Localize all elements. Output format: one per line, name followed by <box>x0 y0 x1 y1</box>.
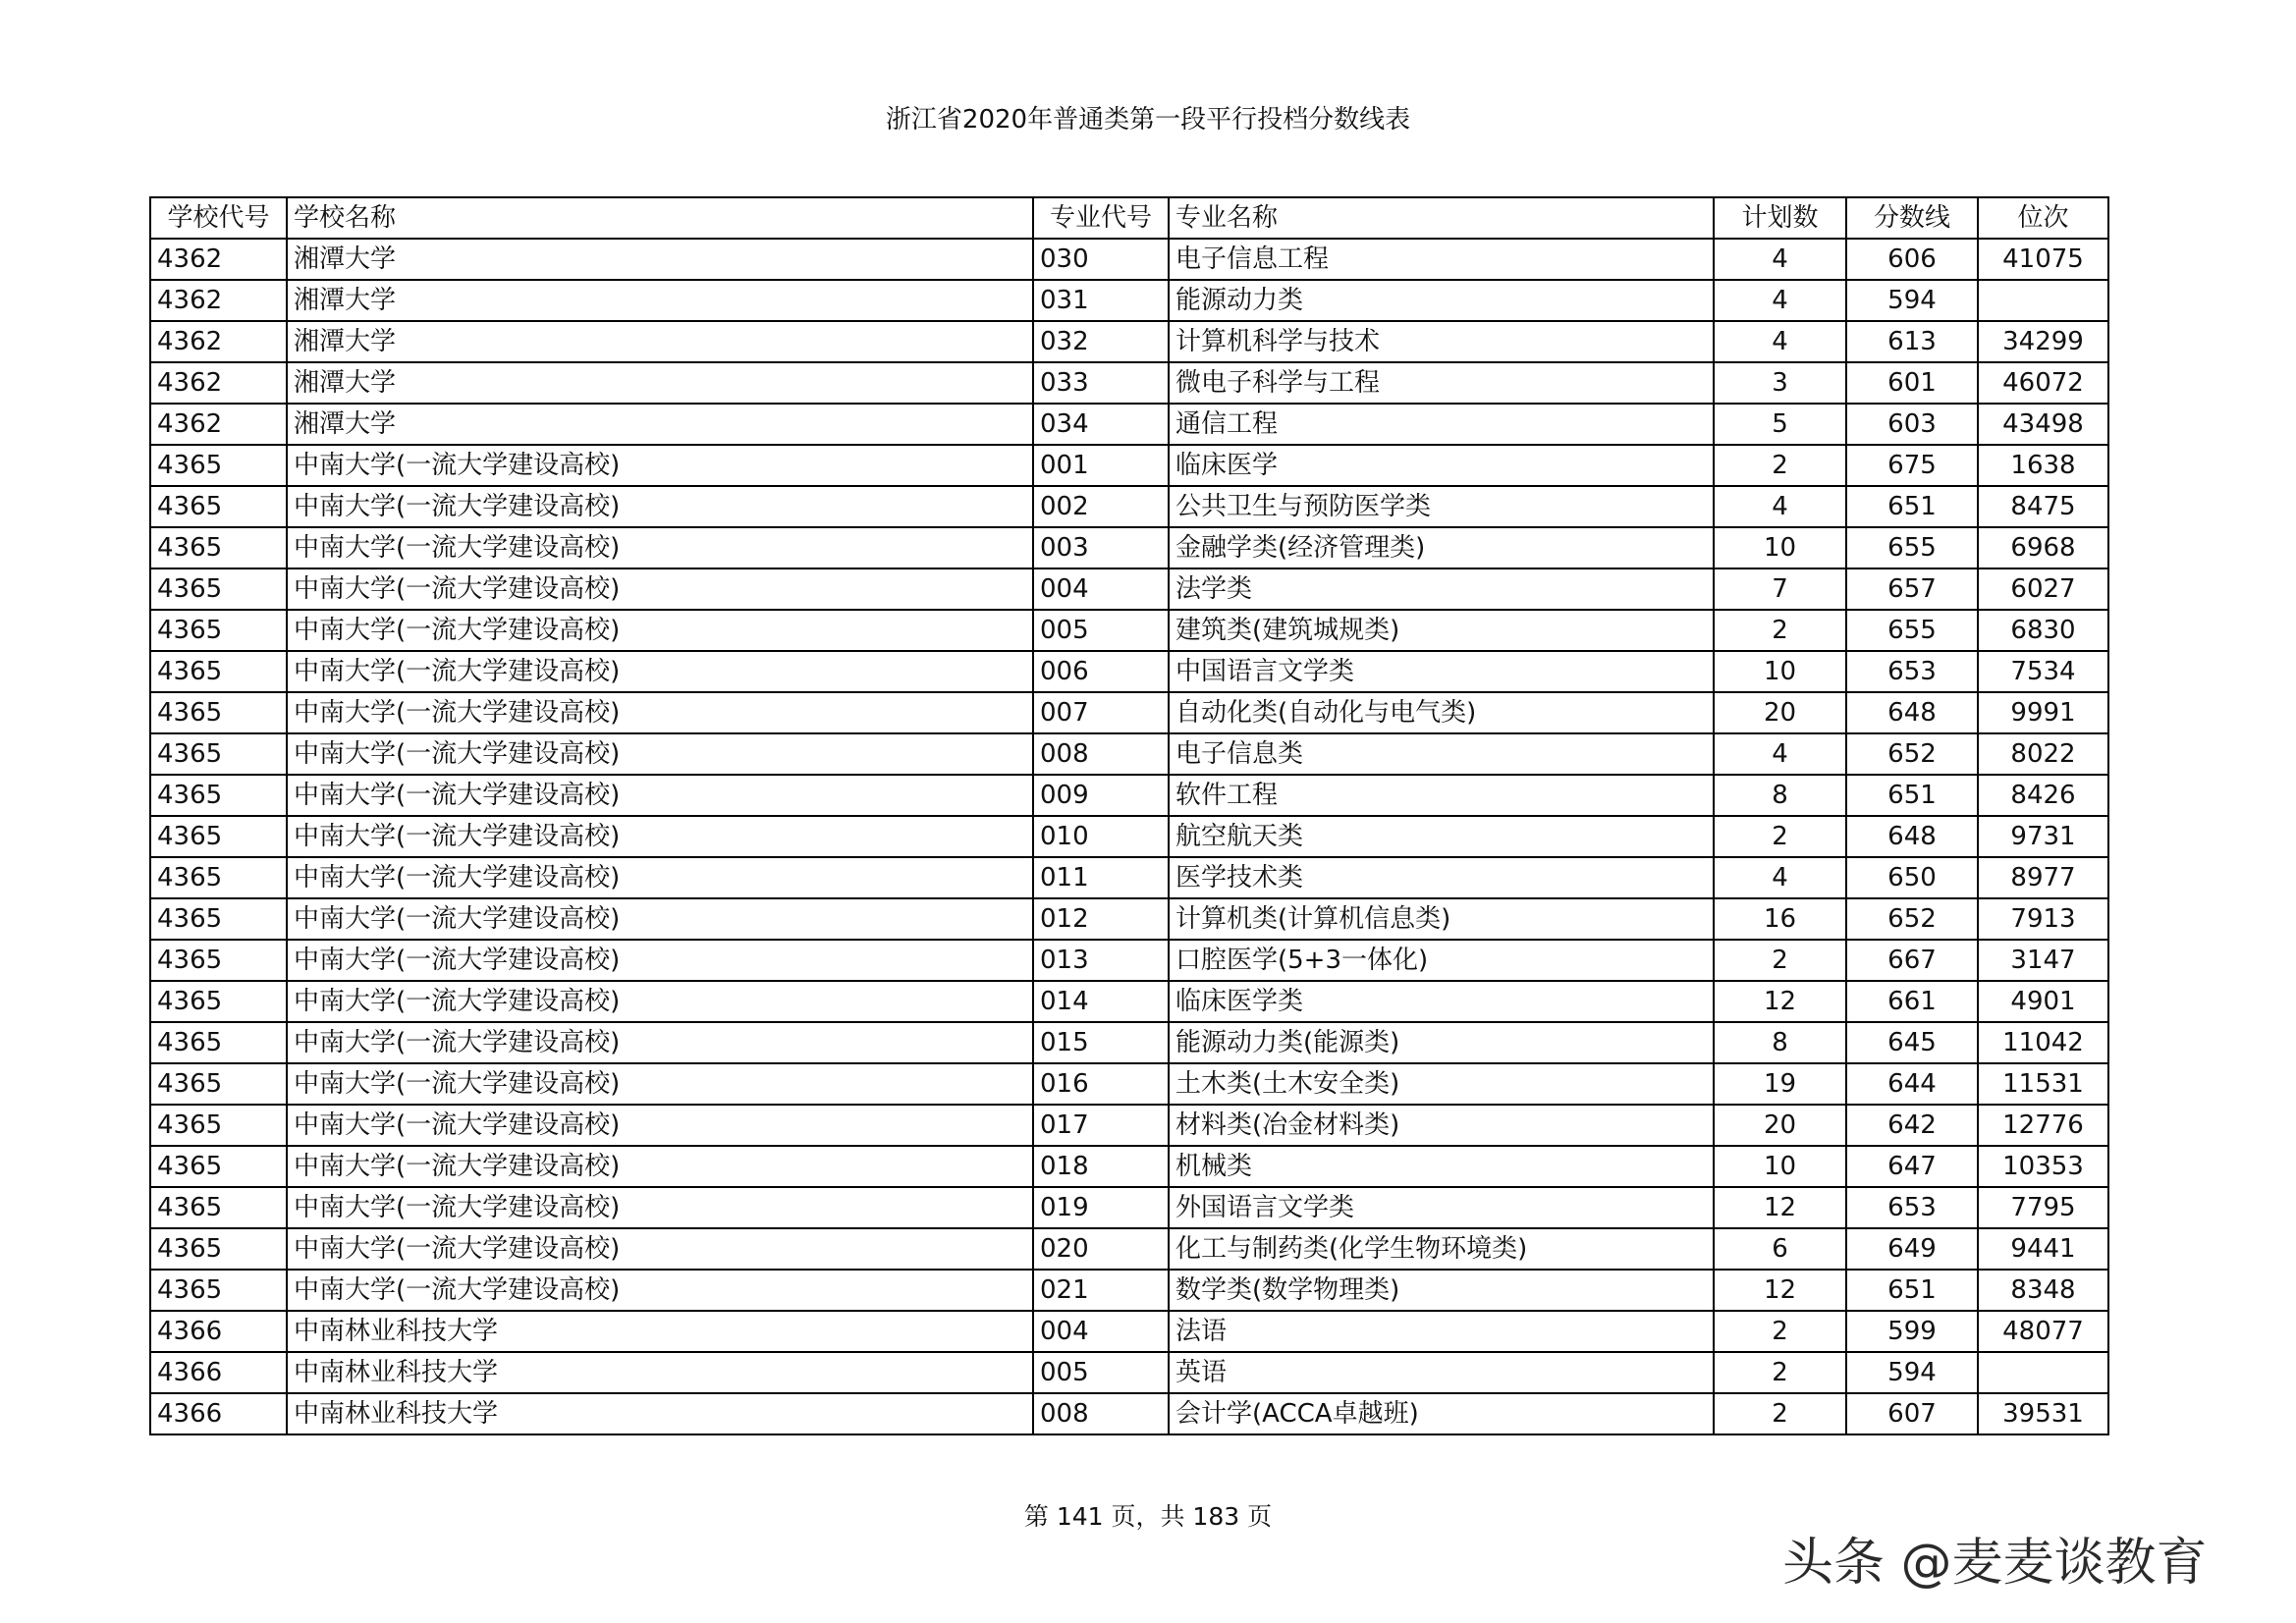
cell-rank <box>1978 280 2108 321</box>
cell-school-name: 中南大学(一流大学建设高校) <box>287 1063 1033 1105</box>
cell-major-code: 004 <box>1033 568 1169 610</box>
cell-rank: 46072 <box>1978 362 2108 404</box>
table-row <box>150 1311 2108 1352</box>
table-row <box>150 610 2108 651</box>
cell-major-code: 002 <box>1033 486 1169 527</box>
cell-major-code: 004 <box>1033 1311 1169 1352</box>
cell-major-code: 009 <box>1033 775 1169 816</box>
cell-rank: 11042 <box>1978 1022 2108 1063</box>
header-major-code: 专业代号 <box>1033 197 1169 239</box>
cell-score-line: 607 <box>1846 1393 1978 1434</box>
cell-school-code: 4365 <box>150 775 287 816</box>
cell-score-line: 667 <box>1846 940 1978 981</box>
cell-school-code: 4365 <box>150 527 287 568</box>
cell-rank: 43498 <box>1978 404 2108 445</box>
cell-plan-count: 10 <box>1714 527 1846 568</box>
cell-major-code: 008 <box>1033 1393 1169 1434</box>
cell-plan-count: 20 <box>1714 692 1846 733</box>
cell-major-code: 005 <box>1033 1352 1169 1393</box>
cell-rank: 6830 <box>1978 610 2108 651</box>
cell-major-name: 能源动力类(能源类) <box>1169 1022 1714 1063</box>
table-row <box>150 1146 2108 1187</box>
table-row <box>150 239 2108 280</box>
cell-plan-count: 2 <box>1714 940 1846 981</box>
cell-score-line: 599 <box>1846 1311 1978 1352</box>
cell-rank: 9441 <box>1978 1228 2108 1270</box>
table-row <box>150 651 2108 692</box>
cell-major-name: 临床医学 <box>1169 445 1714 486</box>
cell-school-code: 4362 <box>150 362 287 404</box>
cell-score-line: 648 <box>1846 816 1978 857</box>
cell-major-code: 012 <box>1033 898 1169 940</box>
cell-major-name: 材料类(冶金材料类) <box>1169 1105 1714 1146</box>
cell-major-code: 030 <box>1033 239 1169 280</box>
cell-school-code: 4365 <box>150 1105 287 1146</box>
cell-school-code: 4365 <box>150 1063 287 1105</box>
cell-school-name: 中南大学(一流大学建设高校) <box>287 1270 1033 1311</box>
header-score-line: 分数线 <box>1846 197 1978 239</box>
cell-major-name: 会计学(ACCA卓越班) <box>1169 1393 1714 1434</box>
cell-school-name: 中南大学(一流大学建设高校) <box>287 486 1033 527</box>
cell-school-code: 4365 <box>150 981 287 1022</box>
cell-score-line: 653 <box>1846 1187 1978 1228</box>
cell-school-name: 中南大学(一流大学建设高校) <box>287 775 1033 816</box>
document-title: 浙江省2020年普通类第一段平行投档分数线表 <box>885 105 1411 135</box>
cell-major-code: 007 <box>1033 692 1169 733</box>
cell-major-name: 建筑类(建筑城规类) <box>1169 610 1714 651</box>
cell-school-name: 湘潭大学 <box>287 321 1033 362</box>
cell-school-name: 中南大学(一流大学建设高校) <box>287 651 1033 692</box>
cell-rank: 34299 <box>1978 321 2108 362</box>
cell-major-name: 化工与制药类(化学生物环境类) <box>1169 1228 1714 1270</box>
cell-plan-count: 2 <box>1714 445 1846 486</box>
cell-plan-count: 8 <box>1714 1022 1846 1063</box>
admission-score-table <box>149 196 2109 1435</box>
cell-school-code: 4365 <box>150 445 287 486</box>
cell-rank: 8426 <box>1978 775 2108 816</box>
cell-school-name: 中南大学(一流大学建设高校) <box>287 527 1033 568</box>
table-row <box>150 362 2108 404</box>
cell-major-code: 031 <box>1033 280 1169 321</box>
table-row <box>150 527 2108 568</box>
cell-major-code: 003 <box>1033 527 1169 568</box>
cell-major-code: 015 <box>1033 1022 1169 1063</box>
cell-school-code: 4365 <box>150 486 287 527</box>
table-row <box>150 1105 2108 1146</box>
cell-major-name: 能源动力类 <box>1169 280 1714 321</box>
cell-major-name: 机械类 <box>1169 1146 1714 1187</box>
cell-major-name: 软件工程 <box>1169 775 1714 816</box>
cell-score-line: 601 <box>1846 362 1978 404</box>
cell-school-name: 中南大学(一流大学建设高校) <box>287 816 1033 857</box>
cell-school-name: 中南大学(一流大学建设高校) <box>287 1022 1033 1063</box>
table-row <box>150 1022 2108 1063</box>
cell-rank: 8475 <box>1978 486 2108 527</box>
cell-plan-count: 5 <box>1714 404 1846 445</box>
cell-school-code: 4365 <box>150 1228 287 1270</box>
table-row <box>150 1352 2108 1393</box>
cell-major-code: 034 <box>1033 404 1169 445</box>
cell-school-code: 4366 <box>150 1311 287 1352</box>
cell-major-code: 010 <box>1033 816 1169 857</box>
cell-plan-count: 2 <box>1714 1393 1846 1434</box>
cell-major-name: 电子信息工程 <box>1169 239 1714 280</box>
cell-plan-count: 10 <box>1714 651 1846 692</box>
cell-plan-count: 4 <box>1714 280 1846 321</box>
cell-school-name: 湘潭大学 <box>287 280 1033 321</box>
cell-school-code: 4365 <box>150 1146 287 1187</box>
cell-school-name: 中南大学(一流大学建设高校) <box>287 610 1033 651</box>
cell-rank: 7913 <box>1978 898 2108 940</box>
cell-major-name: 口腔医学(5+3一体化) <box>1169 940 1714 981</box>
cell-plan-count: 3 <box>1714 362 1846 404</box>
cell-school-code: 4365 <box>150 610 287 651</box>
cell-school-name: 湘潭大学 <box>287 362 1033 404</box>
cell-school-code: 4362 <box>150 280 287 321</box>
cell-rank: 10353 <box>1978 1146 2108 1187</box>
cell-school-name: 中南大学(一流大学建设高校) <box>287 1105 1033 1146</box>
cell-plan-count: 12 <box>1714 1270 1846 1311</box>
cell-major-code: 017 <box>1033 1105 1169 1146</box>
cell-major-code: 005 <box>1033 610 1169 651</box>
cell-major-code: 019 <box>1033 1187 1169 1228</box>
cell-major-name: 外国语言文学类 <box>1169 1187 1714 1228</box>
cell-school-code: 4366 <box>150 1352 287 1393</box>
cell-major-name: 公共卫生与预防医学类 <box>1169 486 1714 527</box>
cell-rank: 12776 <box>1978 1105 2108 1146</box>
cell-major-code: 001 <box>1033 445 1169 486</box>
cell-rank: 7795 <box>1978 1187 2108 1228</box>
cell-rank: 41075 <box>1978 239 2108 280</box>
header-major-name: 专业名称 <box>1169 197 1714 239</box>
cell-rank: 8977 <box>1978 857 2108 898</box>
cell-school-name: 中南林业科技大学 <box>287 1393 1033 1434</box>
cell-plan-count: 2 <box>1714 816 1846 857</box>
cell-rank <box>1978 1352 2108 1393</box>
table-row <box>150 733 2108 775</box>
cell-school-code: 4365 <box>150 733 287 775</box>
cell-plan-count: 12 <box>1714 1187 1846 1228</box>
cell-plan-count: 6 <box>1714 1228 1846 1270</box>
cell-school-code: 4362 <box>150 239 287 280</box>
cell-major-name: 金融学类(经济管理类) <box>1169 527 1714 568</box>
cell-major-name: 计算机类(计算机信息类) <box>1169 898 1714 940</box>
cell-rank: 6027 <box>1978 568 2108 610</box>
cell-score-line: 648 <box>1846 692 1978 733</box>
cell-school-name: 中南林业科技大学 <box>287 1311 1033 1352</box>
header-school-name: 学校名称 <box>287 197 1033 239</box>
table-row <box>150 1063 2108 1105</box>
table-row <box>150 857 2108 898</box>
cell-rank: 9991 <box>1978 692 2108 733</box>
cell-score-line: 651 <box>1846 1270 1978 1311</box>
cell-school-name: 中南大学(一流大学建设高校) <box>287 1146 1033 1187</box>
cell-school-code: 4365 <box>150 940 287 981</box>
table-row <box>150 486 2108 527</box>
cell-school-name: 中南林业科技大学 <box>287 1352 1033 1393</box>
cell-score-line: 652 <box>1846 898 1978 940</box>
cell-school-code: 4365 <box>150 1022 287 1063</box>
cell-score-line: 606 <box>1846 239 1978 280</box>
cell-school-name: 中南大学(一流大学建设高校) <box>287 692 1033 733</box>
table-row <box>150 981 2108 1022</box>
header-rank: 位次 <box>1978 197 2108 239</box>
table-row <box>150 1187 2108 1228</box>
cell-school-name: 中南大学(一流大学建设高校) <box>287 445 1033 486</box>
cell-major-name: 微电子科学与工程 <box>1169 362 1714 404</box>
cell-school-name: 湘潭大学 <box>287 404 1033 445</box>
cell-major-name: 土木类(土木安全类) <box>1169 1063 1714 1105</box>
cell-major-name: 法语 <box>1169 1311 1714 1352</box>
cell-major-code: 020 <box>1033 1228 1169 1270</box>
cell-rank: 11531 <box>1978 1063 2108 1105</box>
cell-score-line: 644 <box>1846 1063 1978 1105</box>
cell-school-code: 4365 <box>150 692 287 733</box>
cell-score-line: 650 <box>1846 857 1978 898</box>
cell-rank: 4901 <box>1978 981 2108 1022</box>
cell-major-name: 通信工程 <box>1169 404 1714 445</box>
cell-major-code: 018 <box>1033 1146 1169 1187</box>
cell-major-name: 英语 <box>1169 1352 1714 1393</box>
header-school-code: 学校代号 <box>150 197 287 239</box>
table-row <box>150 816 2108 857</box>
cell-plan-count: 4 <box>1714 239 1846 280</box>
table-row <box>150 404 2108 445</box>
cell-major-code: 033 <box>1033 362 1169 404</box>
cell-score-line: 594 <box>1846 280 1978 321</box>
cell-plan-count: 8 <box>1714 775 1846 816</box>
cell-score-line: 594 <box>1846 1352 1978 1393</box>
cell-school-name: 中南大学(一流大学建设高校) <box>287 1228 1033 1270</box>
table-header-row <box>150 197 2108 239</box>
table-row <box>150 1228 2108 1270</box>
cell-school-name: 中南大学(一流大学建设高校) <box>287 857 1033 898</box>
table-row <box>150 445 2108 486</box>
cell-school-code: 4366 <box>150 1393 287 1434</box>
cell-score-line: 651 <box>1846 486 1978 527</box>
cell-major-name: 航空航天类 <box>1169 816 1714 857</box>
cell-major-code: 032 <box>1033 321 1169 362</box>
cell-score-line: 655 <box>1846 610 1978 651</box>
cell-rank: 7534 <box>1978 651 2108 692</box>
cell-plan-count: 20 <box>1714 1105 1846 1146</box>
cell-plan-count: 16 <box>1714 898 1846 940</box>
table-row <box>150 1270 2108 1311</box>
cell-school-name: 中南大学(一流大学建设高校) <box>287 898 1033 940</box>
cell-school-code: 4365 <box>150 898 287 940</box>
cell-score-line: 661 <box>1846 981 1978 1022</box>
cell-major-name: 中国语言文学类 <box>1169 651 1714 692</box>
cell-score-line: 657 <box>1846 568 1978 610</box>
cell-plan-count: 4 <box>1714 486 1846 527</box>
cell-school-name: 湘潭大学 <box>287 239 1033 280</box>
cell-school-code: 4365 <box>150 857 287 898</box>
cell-school-code: 4362 <box>150 321 287 362</box>
table-row <box>150 898 2108 940</box>
table-row <box>150 568 2108 610</box>
cell-plan-count: 4 <box>1714 857 1846 898</box>
table-body <box>150 239 2108 1434</box>
cell-school-code: 4365 <box>150 1270 287 1311</box>
cell-school-code: 4365 <box>150 816 287 857</box>
cell-plan-count: 12 <box>1714 981 1846 1022</box>
cell-score-line: 647 <box>1846 1146 1978 1187</box>
cell-score-line: 645 <box>1846 1022 1978 1063</box>
cell-score-line: 655 <box>1846 527 1978 568</box>
cell-major-code: 011 <box>1033 857 1169 898</box>
cell-major-name: 数学类(数学物理类) <box>1169 1270 1714 1311</box>
cell-rank: 8022 <box>1978 733 2108 775</box>
cell-school-name: 中南大学(一流大学建设高校) <box>287 1187 1033 1228</box>
table-row <box>150 1393 2108 1434</box>
cell-score-line: 653 <box>1846 651 1978 692</box>
cell-score-line: 651 <box>1846 775 1978 816</box>
cell-major-code: 016 <box>1033 1063 1169 1105</box>
header-plan-count: 计划数 <box>1714 197 1846 239</box>
cell-rank: 48077 <box>1978 1311 2108 1352</box>
cell-score-line: 675 <box>1846 445 1978 486</box>
cell-school-code: 4362 <box>150 404 287 445</box>
cell-rank: 1638 <box>1978 445 2108 486</box>
cell-plan-count: 2 <box>1714 610 1846 651</box>
cell-major-code: 008 <box>1033 733 1169 775</box>
cell-school-name: 中南大学(一流大学建设高校) <box>287 568 1033 610</box>
page-footer: 第 141 页，共 183 页 <box>1023 1502 1273 1531</box>
cell-score-line: 603 <box>1846 404 1978 445</box>
cell-rank: 9731 <box>1978 816 2108 857</box>
cell-school-name: 中南大学(一流大学建设高校) <box>287 981 1033 1022</box>
watermark-text: 头条 @麦麦谈教育 <box>1782 1534 2208 1593</box>
cell-rank: 6968 <box>1978 527 2108 568</box>
cell-rank: 3147 <box>1978 940 2108 981</box>
table-row <box>150 692 2108 733</box>
cell-major-code: 006 <box>1033 651 1169 692</box>
cell-major-code: 013 <box>1033 940 1169 981</box>
table-row <box>150 280 2108 321</box>
cell-plan-count: 7 <box>1714 568 1846 610</box>
table-row <box>150 940 2108 981</box>
cell-plan-count: 2 <box>1714 1311 1846 1352</box>
cell-major-name: 法学类 <box>1169 568 1714 610</box>
cell-plan-count: 4 <box>1714 321 1846 362</box>
cell-rank: 39531 <box>1978 1393 2108 1434</box>
cell-school-code: 4365 <box>150 1187 287 1228</box>
cell-major-name: 临床医学类 <box>1169 981 1714 1022</box>
cell-school-code: 4365 <box>150 651 287 692</box>
cell-major-name: 医学技术类 <box>1169 857 1714 898</box>
cell-plan-count: 10 <box>1714 1146 1846 1187</box>
cell-major-name: 自动化类(自动化与电气类) <box>1169 692 1714 733</box>
cell-school-name: 中南大学(一流大学建设高校) <box>287 733 1033 775</box>
cell-score-line: 613 <box>1846 321 1978 362</box>
cell-score-line: 642 <box>1846 1105 1978 1146</box>
cell-major-code: 014 <box>1033 981 1169 1022</box>
cell-rank: 8348 <box>1978 1270 2108 1311</box>
cell-plan-count: 2 <box>1714 1352 1846 1393</box>
cell-major-code: 021 <box>1033 1270 1169 1311</box>
cell-plan-count: 19 <box>1714 1063 1846 1105</box>
cell-plan-count: 4 <box>1714 733 1846 775</box>
table-row <box>150 321 2108 362</box>
cell-major-name: 计算机科学与技术 <box>1169 321 1714 362</box>
cell-score-line: 652 <box>1846 733 1978 775</box>
cell-school-name: 中南大学(一流大学建设高校) <box>287 940 1033 981</box>
table-row <box>150 775 2108 816</box>
cell-score-line: 649 <box>1846 1228 1978 1270</box>
cell-school-code: 4365 <box>150 568 287 610</box>
cell-major-name: 电子信息类 <box>1169 733 1714 775</box>
